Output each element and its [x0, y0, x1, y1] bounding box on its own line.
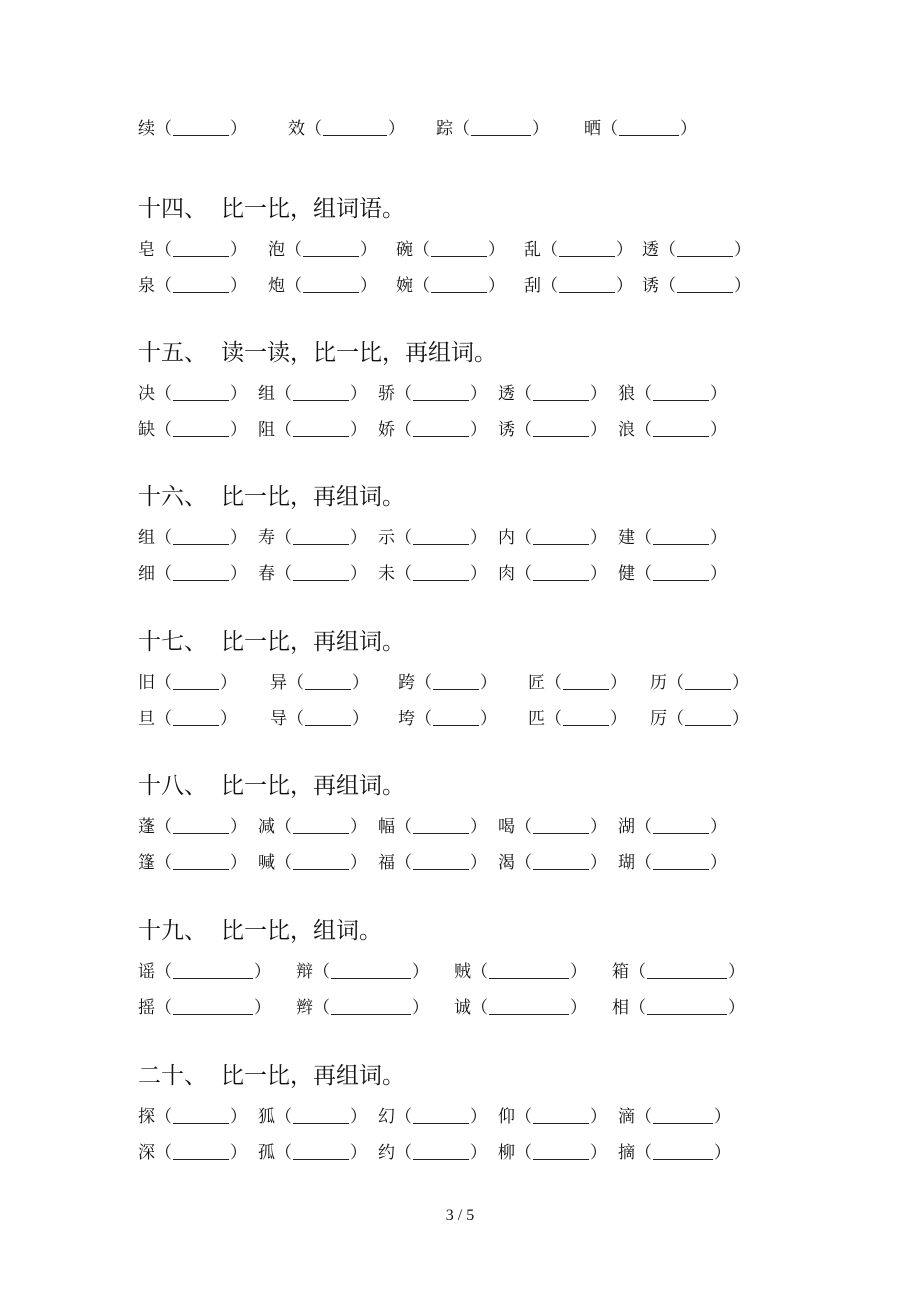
page-number: 3 / 5	[445, 1207, 475, 1224]
word-item	[498, 382, 618, 406]
answer-blank[interactable]: （ ）	[275, 528, 367, 548]
answer-blank[interactable]: （ ）	[395, 1143, 487, 1163]
answer-blank[interactable]: （ ）	[635, 853, 727, 873]
answer-blank[interactable]: （ ）	[155, 1143, 247, 1163]
character: 渴	[498, 853, 515, 873]
answer-blank[interactable]: （ ）	[515, 817, 607, 837]
answer-blank[interactable]: （ ）	[515, 384, 607, 404]
answer-blank[interactable]: （ ）	[155, 998, 271, 1018]
answer-blank[interactable]: （ ）	[155, 1107, 247, 1127]
word-item	[268, 238, 396, 262]
character: 摘	[618, 1143, 635, 1163]
character: 诱	[498, 420, 515, 440]
character: 娇	[378, 420, 395, 440]
answer-blank[interactable]: （ ）	[515, 420, 607, 440]
answer-blank[interactable]: （ ）	[275, 420, 367, 440]
answer-blank[interactable]: （ ）	[515, 1107, 607, 1127]
answer-blank[interactable]: （ ）	[275, 384, 367, 404]
word-row	[138, 996, 880, 1020]
word-row	[138, 851, 880, 875]
character: 狐	[258, 1107, 275, 1127]
section-number: 二十、	[138, 1063, 207, 1089]
character: 健	[618, 564, 635, 584]
character: 辩	[296, 962, 313, 982]
word-item	[378, 1141, 498, 1165]
section-heading	[138, 482, 405, 512]
answer-blank[interactable]: （ ）	[155, 564, 247, 584]
answer-blank[interactable]: （ ）	[635, 817, 727, 837]
word-item	[378, 562, 498, 586]
answer-blank[interactable]: （ ）	[635, 384, 727, 404]
character: 踪	[436, 119, 453, 139]
word-item	[258, 851, 378, 875]
character: 摇	[138, 998, 155, 1018]
word-item	[524, 274, 642, 298]
word-item	[138, 960, 296, 984]
character: 厉	[650, 709, 667, 729]
character: 仰	[498, 1107, 515, 1127]
word-item	[258, 382, 378, 406]
word-item	[288, 117, 436, 141]
answer-blank[interactable]: （ ）	[395, 528, 487, 548]
word-item	[268, 274, 396, 298]
answer-blank[interactable]: （ ）	[287, 673, 369, 693]
section-instruction: 比一比，再组词。	[221, 484, 405, 510]
answer-blank[interactable]: （ ）	[395, 853, 487, 873]
word-item	[138, 562, 258, 586]
character: 历	[650, 673, 667, 693]
answer-blank[interactable]: （ ）	[155, 384, 247, 404]
word-item	[618, 851, 727, 875]
word-item	[138, 851, 258, 875]
character: 深	[138, 1143, 155, 1163]
character: 皂	[138, 240, 155, 260]
word-item	[650, 671, 749, 695]
character: 未	[378, 564, 395, 584]
word-row	[138, 671, 880, 695]
answer-blank[interactable]: （ ）	[275, 817, 367, 837]
character: 旦	[138, 709, 155, 729]
word-item	[524, 238, 642, 262]
section-instruction: 比一比，组词。	[221, 918, 382, 944]
character: 春	[258, 564, 275, 584]
character: 诱	[642, 276, 659, 296]
word-item	[138, 382, 258, 406]
answer-blank[interactable]: （ ）	[155, 709, 237, 729]
word-item	[618, 815, 727, 839]
section-number: 十五、	[138, 340, 207, 366]
character: 谣	[138, 962, 155, 982]
word-item	[618, 1105, 731, 1129]
character: 孤	[258, 1143, 275, 1163]
character: 幅	[378, 817, 395, 837]
character: 湖	[618, 817, 635, 837]
word-item	[138, 1141, 258, 1165]
character: 狼	[618, 384, 635, 404]
section-instruction: 比一比，再组词。	[221, 773, 405, 799]
character: 蓬	[138, 817, 155, 837]
section-heading	[138, 194, 405, 224]
character: 效	[288, 119, 305, 139]
word-item	[642, 238, 751, 262]
word-item	[498, 1105, 618, 1129]
character: 喝	[498, 817, 515, 837]
word-item	[642, 274, 751, 298]
word-row	[138, 418, 880, 442]
character: 婉	[396, 276, 413, 296]
word-item	[612, 996, 745, 1020]
character: 建	[618, 528, 635, 548]
word-item	[378, 526, 498, 550]
answer-blank[interactable]: （ ）	[453, 119, 549, 139]
word-item	[138, 671, 270, 695]
answer-blank[interactable]: （ ）	[629, 998, 745, 1018]
character: 相	[612, 998, 629, 1018]
answer-blank[interactable]: （ ）	[275, 853, 367, 873]
word-item	[528, 671, 650, 695]
word-row	[138, 1105, 880, 1129]
word-item	[378, 382, 498, 406]
character: 泉	[138, 276, 155, 296]
word-item	[436, 117, 584, 141]
word-item	[618, 418, 727, 442]
answer-blank[interactable]: （ ）	[275, 1107, 367, 1127]
answer-blank[interactable]: （ ）	[413, 240, 505, 260]
answer-blank[interactable]: （ ）	[635, 1143, 731, 1163]
word-item	[296, 960, 454, 984]
character: 匠	[528, 673, 545, 693]
answer-blank[interactable]: （ ）	[275, 1143, 367, 1163]
word-item	[612, 960, 745, 984]
word-item	[378, 418, 498, 442]
section-heading	[138, 338, 497, 368]
character: 寿	[258, 528, 275, 548]
character: 喊	[258, 853, 275, 873]
answer-blank[interactable]: （ ）	[541, 276, 633, 296]
character: 晒	[584, 119, 601, 139]
character: 异	[270, 673, 287, 693]
word-item	[498, 562, 618, 586]
answer-blank[interactable]: （ ）	[313, 998, 429, 1018]
answer-blank[interactable]: （ ）	[155, 673, 237, 693]
character: 贼	[454, 962, 471, 982]
answer-blank[interactable]: （ ）	[629, 962, 745, 982]
word-item	[258, 1141, 378, 1165]
answer-blank[interactable]: （ ）	[659, 276, 751, 296]
section-number: 十六、	[138, 484, 207, 510]
word-item	[498, 815, 618, 839]
answer-blank[interactable]: （ ）	[667, 673, 749, 693]
word-row	[138, 960, 880, 984]
word-item	[258, 1105, 378, 1129]
word-item	[528, 707, 650, 731]
section-instruction: 比一比，再组词。	[221, 629, 405, 655]
character: 肉	[498, 564, 515, 584]
answer-blank[interactable]: （ ）	[395, 817, 487, 837]
section-heading	[138, 1061, 405, 1091]
answer-blank[interactable]: （ ）	[545, 673, 627, 693]
answer-blank[interactable]: （ ）	[601, 119, 697, 139]
section-instruction: 比一比，组词语。	[221, 196, 405, 222]
word-item	[378, 815, 498, 839]
word-row	[138, 382, 880, 406]
word-item	[498, 526, 618, 550]
word-row	[138, 274, 880, 298]
answer-blank[interactable]: （ ）	[155, 528, 247, 548]
character: 箱	[612, 962, 629, 982]
section-number: 十九、	[138, 918, 207, 944]
answer-blank[interactable]: （ ）	[471, 998, 587, 1018]
character: 跨	[398, 673, 415, 693]
character: 刮	[524, 276, 541, 296]
character: 缺	[138, 420, 155, 440]
answer-blank[interactable]: （ ）	[155, 962, 271, 982]
word-item	[618, 382, 727, 406]
character: 组	[138, 528, 155, 548]
character: 垮	[398, 709, 415, 729]
word-item	[138, 996, 296, 1020]
answer-blank[interactable]: （ ）	[635, 528, 727, 548]
answer-blank[interactable]: （ ）	[285, 240, 377, 260]
word-item	[398, 707, 528, 731]
word-item	[498, 418, 618, 442]
section-number: 十七、	[138, 629, 207, 655]
answer-blank[interactable]: （ ）	[395, 1107, 487, 1127]
answer-blank[interactable]: （ ）	[155, 276, 247, 296]
character: 滴	[618, 1107, 635, 1127]
answer-blank[interactable]: （ ）	[313, 962, 429, 982]
answer-blank[interactable]: （ ）	[155, 420, 247, 440]
word-item	[270, 671, 398, 695]
word-item	[258, 815, 378, 839]
word-item	[498, 1141, 618, 1165]
character: 细	[138, 564, 155, 584]
section-number: 十四、	[138, 196, 207, 222]
character: 泡	[268, 240, 285, 260]
word-item	[258, 526, 378, 550]
answer-blank[interactable]: （ ）	[515, 1143, 607, 1163]
word-item	[270, 707, 398, 731]
answer-blank[interactable]: （ ）	[667, 709, 749, 729]
word-row	[138, 815, 880, 839]
section-instruction: 比一比，再组词。	[221, 1063, 405, 1089]
character: 骄	[378, 384, 395, 404]
answer-blank[interactable]: （ ）	[275, 564, 367, 584]
word-item	[618, 1141, 731, 1165]
word-row	[138, 562, 880, 586]
character: 辫	[296, 998, 313, 1018]
answer-blank[interactable]: （ ）	[635, 420, 727, 440]
word-item	[378, 851, 498, 875]
character: 导	[270, 709, 287, 729]
character: 约	[378, 1143, 395, 1163]
character: 瑚	[618, 853, 635, 873]
answer-blank[interactable]: （ ）	[471, 962, 587, 982]
word-item	[454, 960, 612, 984]
section-number: 十八、	[138, 773, 207, 799]
character: 诚	[454, 998, 471, 1018]
answer-blank[interactable]: （ ）	[395, 564, 487, 584]
character: 浪	[618, 420, 635, 440]
character: 碗	[396, 240, 413, 260]
section-instruction: 读一读，比一比，再组词。	[221, 340, 497, 366]
character: 示	[378, 528, 395, 548]
character: 乱	[524, 240, 541, 260]
character: 组	[258, 384, 275, 404]
answer-blank[interactable]: （ ）	[395, 420, 487, 440]
answer-blank[interactable]: （ ）	[659, 240, 751, 260]
answer-blank[interactable]: （ ）	[155, 119, 247, 139]
word-item	[258, 562, 378, 586]
character: 续	[138, 119, 155, 139]
character: 阻	[258, 420, 275, 440]
character: 柳	[498, 1143, 515, 1163]
character: 探	[138, 1107, 155, 1127]
word-item	[138, 707, 270, 731]
character: 内	[498, 528, 515, 548]
answer-blank[interactable]: （ ）	[545, 709, 627, 729]
word-item	[398, 671, 528, 695]
word-item	[618, 526, 727, 550]
section-heading	[138, 627, 405, 657]
word-item	[396, 238, 524, 262]
section-heading	[138, 916, 382, 946]
word-item	[138, 274, 268, 298]
word-item	[396, 274, 524, 298]
character: 篷	[138, 853, 155, 873]
character: 匹	[528, 709, 545, 729]
word-item	[138, 418, 258, 442]
answer-blank[interactable]: （ ）	[415, 673, 497, 693]
top-row	[138, 117, 880, 141]
answer-blank[interactable]: （ ）	[635, 1107, 731, 1127]
word-item	[138, 526, 258, 550]
character: 福	[378, 853, 395, 873]
word-item	[378, 1105, 498, 1129]
character: 透	[642, 240, 659, 260]
answer-blank[interactable]: （ ）	[413, 276, 505, 296]
answer-blank[interactable]: （ ）	[635, 564, 727, 584]
word-item	[296, 996, 454, 1020]
word-row	[138, 238, 880, 262]
word-row	[138, 707, 880, 731]
word-item	[138, 1105, 258, 1129]
answer-blank[interactable]: （ ）	[515, 528, 607, 548]
character: 旧	[138, 673, 155, 693]
answer-blank[interactable]: （ ）	[155, 817, 247, 837]
word-item	[138, 238, 268, 262]
word-item	[498, 851, 618, 875]
word-row	[138, 526, 880, 550]
word-item	[584, 117, 697, 141]
word-item	[138, 117, 288, 141]
word-item	[650, 707, 749, 731]
answer-blank[interactable]: （ ）	[155, 853, 247, 873]
answer-blank[interactable]: （ ）	[395, 384, 487, 404]
answer-blank[interactable]: （ ）	[415, 709, 497, 729]
answer-blank[interactable]: （ ）	[515, 564, 607, 584]
section-heading	[138, 771, 405, 801]
word-item	[138, 815, 258, 839]
word-row	[138, 1141, 880, 1165]
character: 决	[138, 384, 155, 404]
answer-blank[interactable]: （ ）	[515, 853, 607, 873]
character: 透	[498, 384, 515, 404]
answer-blank[interactable]: （ ）	[155, 240, 247, 260]
answer-blank[interactable]: （ ）	[541, 240, 633, 260]
character: 炮	[268, 276, 285, 296]
word-item	[258, 418, 378, 442]
word-item	[618, 562, 727, 586]
character: 减	[258, 817, 275, 837]
answer-blank[interactable]: （ ）	[305, 119, 405, 139]
answer-blank[interactable]: （ ）	[287, 709, 369, 729]
word-item	[454, 996, 612, 1020]
answer-blank[interactable]: （ ）	[285, 276, 377, 296]
character: 幻	[378, 1107, 395, 1127]
